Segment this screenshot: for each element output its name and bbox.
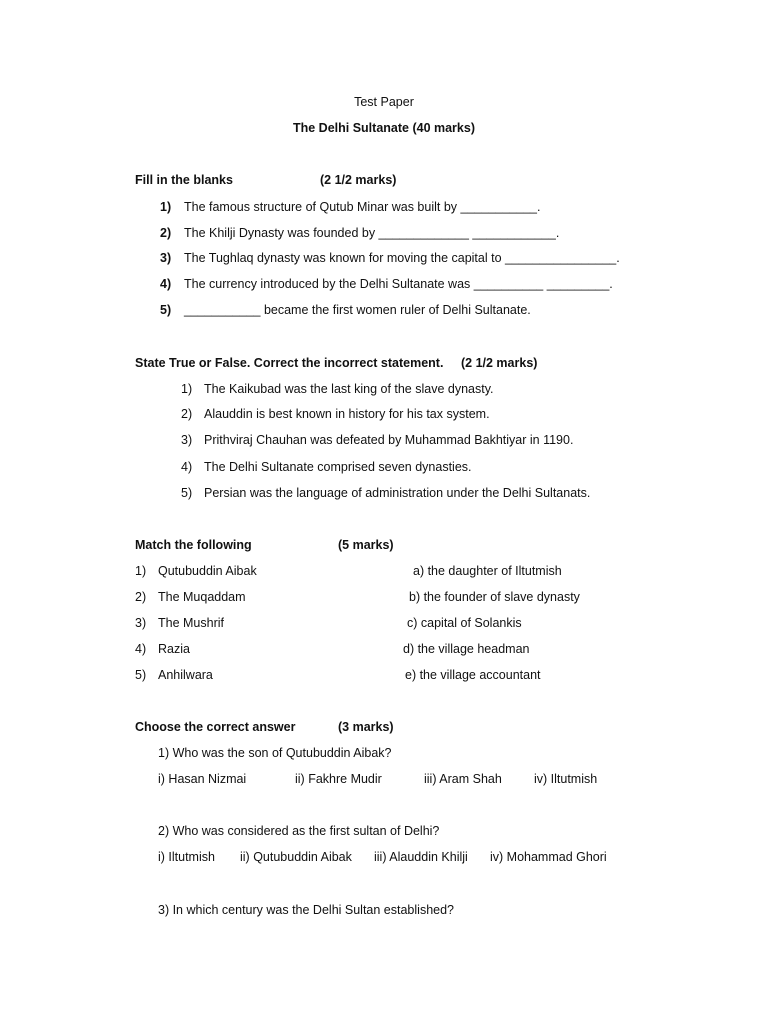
section-heading-fill-blanks: Fill in the blanks — [135, 173, 233, 187]
section-heading-choose: Choose the correct answer — [135, 720, 296, 734]
section-heading-true-false: State True or False. Correct the incorrect statement. — [135, 356, 444, 370]
section-marks-match: (5 marks) — [338, 538, 394, 552]
match-left-item: The Mushrif — [158, 616, 224, 630]
mcq-option: iv) Mohammad Ghori — [490, 850, 607, 864]
question-number: 1) — [181, 382, 193, 396]
question-number: 3) — [160, 251, 172, 265]
match-right-item: b) the founder of slave dynasty — [409, 590, 580, 604]
match-number: 3) — [135, 616, 147, 630]
mcq-question: 1) Who was the son of Qutubuddin Aibak? — [158, 746, 392, 760]
question-number: 4) — [181, 460, 193, 474]
match-left-item: The Muqaddam — [158, 590, 246, 604]
question-number: 2) — [181, 407, 193, 421]
question-text: Persian was the language of administration under the Delhi Sultanats. — [204, 486, 591, 500]
page-subtitle: The Delhi Sultanate (40 marks) — [292, 121, 475, 135]
page-title: Test Paper — [354, 95, 414, 109]
section-marks-fill-blanks: (2 1/2 marks) — [320, 173, 397, 187]
mcq-option: iv) Iltutmish — [534, 772, 598, 786]
section-marks-true-false: (2 1/2 marks) — [461, 356, 538, 370]
mcq-option: iii) Alauddin Khilji — [374, 850, 468, 864]
match-number: 4) — [135, 642, 147, 656]
question-text: Alauddin is best known in history for his tax system. — [204, 407, 490, 421]
match-number: 1) — [135, 564, 147, 578]
section-heading-match: Match the following — [135, 538, 252, 552]
match-left-item: Razia — [158, 642, 190, 656]
question-number: 3) — [181, 433, 193, 447]
match-number: 5) — [135, 668, 147, 682]
question-number: 1) — [160, 200, 172, 214]
mcq-option: iii) Aram Shah — [424, 772, 502, 786]
question-number: 5) — [181, 486, 193, 500]
question-text: The Tughlaq dynasty was known for moving the capital to ________________. — [184, 251, 620, 265]
mcq-option: i) Iltutmish — [158, 850, 215, 864]
match-number: 2) — [135, 590, 147, 604]
mcq-question: 2) Who was considered as the first sultan of Delhi? — [158, 824, 440, 838]
match-left-item: Qutubuddin Aibak — [158, 564, 257, 578]
question-text: Prithviraj Chauhan was defeated by Muhammad Bakhtiyar in 1190. — [204, 433, 574, 447]
match-right-item: d) the village headman — [403, 642, 530, 656]
question-number: 2) — [160, 226, 172, 240]
mcq-option: i) Hasan Nizmai — [158, 772, 247, 786]
question-text: The Delhi Sultanate comprised seven dynasties. — [204, 460, 472, 474]
question-text: The currency introduced by the Delhi Sultanate was __________ _________. — [184, 277, 613, 291]
mcq-option: ii) Qutubuddin Aibak — [240, 850, 352, 864]
match-right-item: e) the village accountant — [405, 668, 541, 682]
question-text: The famous structure of Qutub Minar was built by ___________. — [184, 200, 541, 214]
question-number: 4) — [160, 277, 172, 291]
match-right-item: a) the daughter of Iltutmish — [413, 564, 562, 578]
section-marks-choose: (3 marks) — [338, 720, 394, 734]
match-left-item: Anhilwara — [158, 668, 213, 682]
question-number: 5) — [160, 303, 172, 317]
question-text: The Khilji Dynasty was founded by _____________ ____________. — [184, 226, 560, 240]
match-right-item: c) capital of Solankis — [407, 616, 522, 630]
mcq-option: ii) Fakhre Mudir — [295, 772, 382, 786]
mcq-question: 3) In which century was the Delhi Sultan established? — [158, 903, 454, 917]
question-text: ___________ became the first women ruler of Delhi Sultanate. — [184, 303, 531, 317]
question-text: The Kaikubad was the last king of the slave dynasty. — [204, 382, 494, 396]
